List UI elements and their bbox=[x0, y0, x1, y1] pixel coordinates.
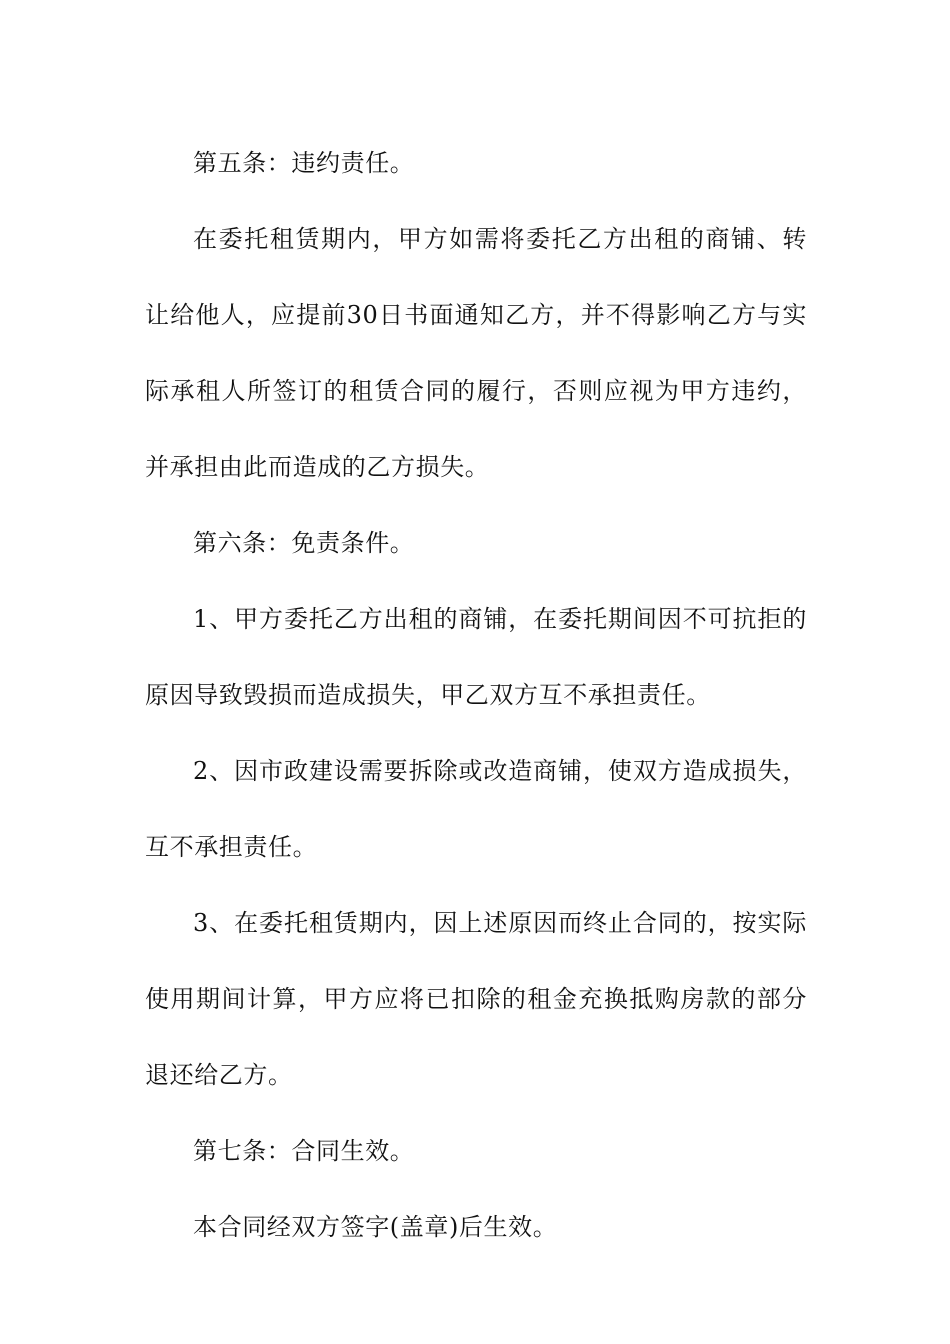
article-5-text: 在委托租赁期内，甲方如需将委托乙方出租的商铺、转让给他人，应提前30日书面通知乙方，并不得影响乙方与实际承租人所签订的租赁合同的履行，否则应视为甲方违约，并承担由此而造成的乙方损失。 bbox=[145, 225, 807, 481]
article-6-item-3: 3、在委托租赁期内，因上述原因而终止合同的，按实际使用期间计算，甲方应将已扣除的租金充换抵购房款的部分退还给乙方。 bbox=[145, 909, 807, 1089]
article-6-item-2: 2、因市政建设需要拆除或改造商铺，使双方造成损失，互不承担责任。 bbox=[145, 757, 807, 861]
article-7-heading: 第七条：合同生效。 bbox=[193, 1137, 415, 1165]
document-body bbox=[145, 125, 807, 1265]
article-7-text: 本合同经双方签字(盖章)后生效。 bbox=[193, 1213, 558, 1241]
article-6-heading: 第六条：免责条件。 bbox=[193, 529, 415, 557]
article-5-heading: 第五条：违约责任。 bbox=[193, 149, 415, 177]
article-6-item-1: 1、甲方委托乙方出租的商铺，在委托期间因不可抗拒的原因导致毁损而造成损失，甲乙双方互不承担责任。 bbox=[145, 605, 807, 709]
